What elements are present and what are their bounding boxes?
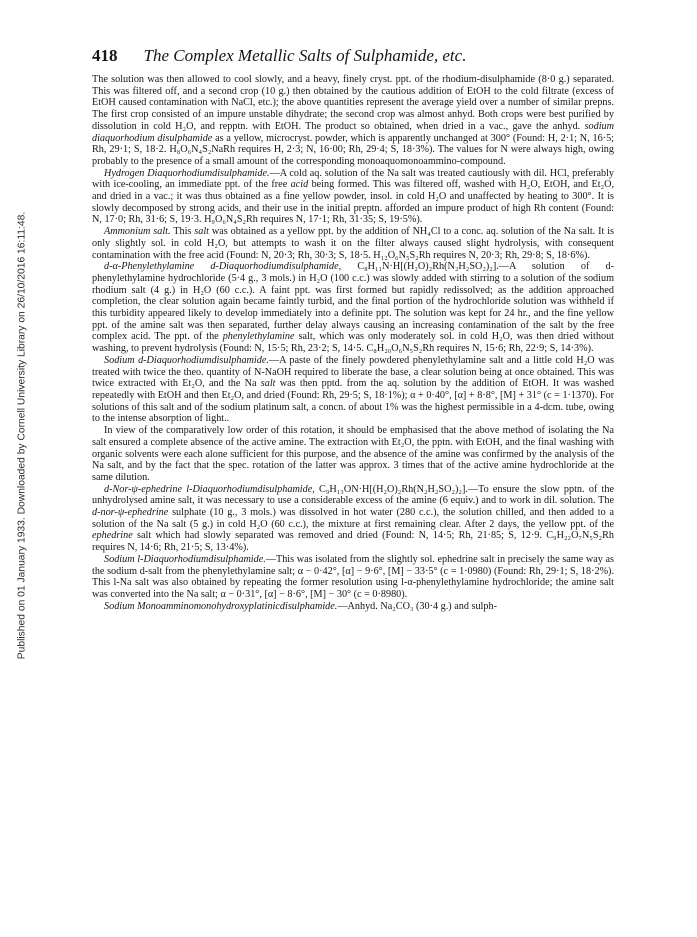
- italic-text: salt: [194, 226, 210, 238]
- body-text: [92, 74, 614, 612]
- paragraph-text: —A paste of the finely powdered phenylethylamine salt and a little cold H₂O was treated with twice the theo. quantity of N-NaOH required to liberate the base, a clear solution being at once obtained. This was twice extracted with Et₂O, and the Na: [92, 354, 615, 390]
- paragraph-p9: [92, 601, 614, 613]
- paragraph-text: C₈H₁₁N·H[(H₂O)₂Rh(N₂H₂SO₂)₂].—A solution of d-phenylethylamine hydrochloride (5·4 g., 3 mols.) in H₂O (100 c.c.) was slowly added with stirring to a solution of the sodium rhodium salt (4 g.) in H₂O (60 c.c.). A faint ppt. was first formed but rapidly redissolved; as the addition approached completion, the clear solution again became faintly turbid, and the final portion of the hydrochloride solution was withheld if this turbidity appeared likely to develop immediately into a definite ppt. The solution was kept for 24 hr., and the fine yellow ppt. of the amine salt was then separated, further delay always causing an increasing contamination of the salt by the free complex acid. The ppt. of the: [92, 261, 614, 343]
- paragraph-text: as a yellow, microcryst. powder, which is apparently unchanged at 300° (Found: H, 2·1; N, 16·5; Rh, 29·1; S, 18·2. H₈O₆N₄S₂NaRh requires H, 2·3; N, 16·00; Rh, 29·4; S, 18·3%). The values for N were always high, owing probably to the presence of a small amount of the corresponding monoaquomonoammino-compound.: [92, 132, 614, 167]
- paragraph-text: C₉H₁₃ON·H[(H₂O)₂Rh(N₂H₂SO₂)₂].—To ensure the slow pptn. of the unhydrolysed amine salt, it was necessary to use a considerable excess of the amine (6 equiv.) and to work in dil. solution. The: [92, 483, 614, 507]
- paragraph-p4: [92, 261, 614, 355]
- italic-text: Hydrogen Diaquorhodiumdisulphamide.: [104, 167, 270, 179]
- italic-text: d-nor-ψ-ephedrine: [92, 507, 169, 519]
- italic-text: Ammonium salt.: [104, 226, 171, 238]
- italic-text: Sodium l-Diaquorhodiumdisulphamide.: [104, 553, 266, 565]
- italic-text: Sodium Monoamminomonohydroxyplatinicdisulphamide.: [104, 600, 338, 612]
- paragraph-p1: [92, 74, 614, 168]
- paragraph-text: salt which had slowly separated was removed and dried (Found: N, 14·5; Rh, 21·85; S, 12·9. C₉H₂₂O₇N₅S₂Rh requires N, 14·6; Rh, 21·5; S, 13·4%).: [92, 530, 614, 554]
- paragraph-text: being formed. This was filtered off, washed with H₂O, EtOH, and Et₂O, and dried in a vac.; it was thus obtained as a fine yellow powder, insol. in cold H₂O and unaffected by heating to 300°. It is slowly decomposed by strong acids, and their use in the initial preptn. afforded an impure product of high Rh content (Found: N, 17·0; Rh, 31·6; S, 19·3. H₉O₆N₄S₂Rh requires N, 17·1; Rh, 31·35; S, 19·5%).: [92, 179, 614, 226]
- paragraph-p5: [92, 355, 614, 425]
- paragraph-text: —A cold aq. solution of the Na salt was treated cautiously with dil. HCl, preferably with ice-cooling, an immediate ppt. of the free: [92, 167, 615, 191]
- paragraph-text: —This was isolated from the slightly sol. ephedrine salt in precisely the same way as the sodium d-salt from the phenylethylamine salt; α − 0·42°, [α] − 9·6°, [M] − 33·5° (c = 1·0980) (Found: Rh, 29·1; S, 18·2%). This l-Na salt was also obtained by repeating the former resolution using l-α-phenylethylamine hydrochloride; the amine salt was converted into the Na salt; α − 0·31°, [α] − 8·6°, [M] − 30° (c = 0·8980).: [92, 553, 614, 600]
- paragraph-p8: [92, 554, 614, 601]
- italic-text: sodium diaquorhodium disulphamide: [92, 120, 614, 144]
- italic-text: d-Nor-ψ-ephedrine l-Diaquorhodiumdisulphamide,: [104, 483, 315, 495]
- paragraph-p7: [92, 484, 614, 554]
- paragraph-text: sulphate (10 g., 3 mols.) was dissolved in hot water (280 c.c.), the solution chilled, and then added to a solution of the Na salt (5 g.) in cold H₂O (60 c.c.), the mixture at first remaining clear. After 2 days, the yellow ppt. of the: [92, 507, 614, 530]
- paragraph-text: was obtained as a yellow ppt. by the addition of NH₄Cl to a conc. aq. solution of the Na salt. It is only slightly sol. in cold H₂O, but attempts to wash it on the filter always caused slight hydrolysis, with consequent contamination with the free acid (Found: N, 20·3; Rh, 30·3; S, 18·5. H₁₂O₆N₅S₂Rh requires N, 20·3; Rh, 29·8; S, 18·6%).: [92, 226, 614, 261]
- paragraph-text: salt, which was only moderately sol. in cold H₂O, was then dried without washing, to prevent hydrolysis (Found: N, 15·5; Rh, 23·2; S, 14·5. C₈H₂₀O₆N₅S₂Rh requires N, 15·6; Rh, 22·9; S, 14·3%).: [92, 331, 614, 355]
- paragraph-text: —Anhyd. Na₂CO₃ (30·4 g.) and sulph-: [337, 600, 497, 612]
- download-notice: Published on 01 January 1933. Downloaded by Cornell University Library on 26/10/2016 16:11:48.: [16, 211, 28, 660]
- italic-text: Sodium d-Diaquorhodiumdisulphamide.: [104, 354, 269, 366]
- paragraph-p3: [92, 226, 614, 261]
- page-number: 418: [92, 46, 118, 65]
- paragraph-p2: [92, 168, 614, 227]
- italic-text: d-α-Phenylethylamine d-Diaquorhodiumdisulphamide,: [104, 261, 342, 273]
- paragraph-text: In view of the comparatively low order of this rotation, it should be emphasised that the above method of isolating the Na salt ensured a complete absence of the active amine. The extraction with Et₂O, the pptn. with EtOH, and the final washing with organic solvents were each alone sufficient for this purpose, and the absence of the amine was confirmed by the analysis of the Na salt, and by the fact that the spec. rotation of the latter was approx. 3 times that of the active amine hydrochloride at the same dilution.: [92, 425, 614, 483]
- paragraph-text: The solution was then allowed to cool slowly, and a heavy, finely cryst. ppt. of the rhodium-disulphamide (8·0 g.) separated. This was filtered off, and a second crop (10 g.) then obtained by the cautious addition of EtOH to the cold filtrate (excess of EtOH caused contamination with NaCl, etc.); the above quantities represent the average yield over a number of similar prepns. The first crop consisted of an impure unstable dihydrate; the second crop was almost anhyd. Both crops were best purified by dissolution in cold H₂O, and repptn. with EtOH. The product so obtained, when dried in a vac., gave the anhyd.: [92, 74, 614, 132]
- page-header: [92, 46, 612, 68]
- italic-text: salt: [260, 378, 276, 390]
- italic-text: phenylethylamine: [222, 331, 295, 343]
- italic-text: acid: [290, 179, 309, 191]
- paragraph-p6: [92, 425, 614, 484]
- paragraph-text: This: [170, 226, 195, 238]
- paragraph-text: was then pptd. from the aq. solution by the addition of EtOH. It was washed repeatedly with EtOH and then Et₂O, and dried (Found: Rh, 29·5; S, 18·1%); α + 0·40°, [α] + 8·8°, [M] + 31° (c = 1·1370). For solutions of this salt and of the sodium platinum salt, a concn. of about 1% was the highest permissible in a 4-dcm. tube, owing to the intense absorption of light..: [92, 378, 614, 425]
- running-title: The Complex Metallic Salts of Sulphamide, etc.: [143, 46, 467, 65]
- italic-text: ephedrine: [92, 530, 133, 542]
